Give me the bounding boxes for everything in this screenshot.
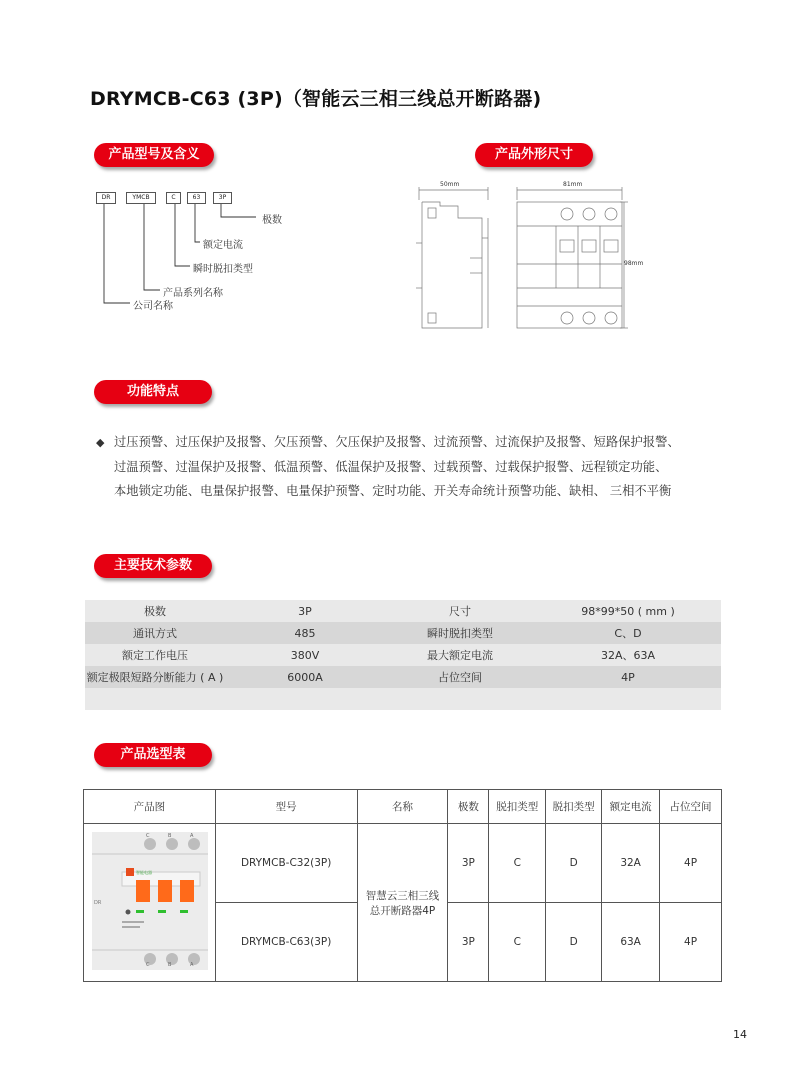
dimension-drawing xyxy=(410,178,644,333)
code-label-poles: 极数 xyxy=(262,215,282,226)
trip2-cell: D xyxy=(546,903,602,982)
feature-line: 过温预警、过温保护及报警、低温预警、低温保护及报警、过载预警、过载保护报警、远程锁定功能、 xyxy=(114,460,668,474)
model-cell: DRYMCB-C63(3P) xyxy=(215,903,357,982)
header-cell: 占位空间 xyxy=(660,790,722,824)
code-label-series: 产品系列名称 xyxy=(163,288,223,299)
header-cell: 额定电流 xyxy=(602,790,660,824)
section-selection: 产品选型表 xyxy=(94,743,212,767)
code-label-company: 公司名称 xyxy=(133,301,173,312)
param-name: 额定极限短路分断能力 ( A ) xyxy=(85,666,225,688)
param-value: 3P xyxy=(225,600,385,622)
image-mark: C xyxy=(146,833,150,839)
param-name: 极数 xyxy=(85,600,225,622)
poles-cell: 3P xyxy=(448,824,489,903)
code-label-trip-type: 瞬时脱扣类型 xyxy=(193,264,253,275)
param-name: 占位空间 xyxy=(385,666,535,688)
name-cell xyxy=(357,824,448,982)
section-dimensions: 产品外形尺寸 xyxy=(475,143,593,167)
param-value: 98*99*50 ( mm ) xyxy=(535,600,721,622)
param-value: 6000A xyxy=(225,666,385,688)
param-value: C、D xyxy=(535,622,721,644)
param-value: 32A、63A xyxy=(535,644,721,666)
header-cell: 极数 xyxy=(448,790,489,824)
code-box-poles: 3P xyxy=(213,192,232,204)
page-number: 14 xyxy=(733,1028,747,1041)
header-cell: 脱扣类型 xyxy=(489,790,546,824)
current-cell: 32A xyxy=(602,824,660,903)
trip1-cell: C xyxy=(489,824,546,903)
table-row xyxy=(85,666,721,688)
image-side-label: DR xyxy=(94,900,102,906)
product-image xyxy=(92,832,208,970)
trip2-cell: D xyxy=(546,824,602,903)
poles-cell: 3P xyxy=(448,903,489,982)
param-name: 瞬时脱扣类型 xyxy=(385,622,535,644)
feature-line-text: 过压预警、过压保护及报警、欠压预警、欠压保护及报警、过流预警、过流保护及报警、短路保护报警、 xyxy=(114,435,680,449)
code-box-current: 63 xyxy=(187,192,206,204)
dim-label-height: 98mm xyxy=(624,260,644,267)
bullet-diamond-icon: ◆ xyxy=(96,436,105,449)
current-cell: 63A xyxy=(602,903,660,982)
table-header-row xyxy=(84,790,722,824)
space-cell: 4P xyxy=(660,824,722,903)
product-image-cell xyxy=(84,824,216,982)
param-name: 最大额定电流 xyxy=(385,644,535,666)
breaker-illustration xyxy=(92,832,208,970)
header-cell: 脱扣类型 xyxy=(546,790,602,824)
param-value: 380V xyxy=(225,644,385,666)
image-mark: A xyxy=(190,962,194,968)
table-row xyxy=(85,600,721,622)
image-mark: C xyxy=(146,962,150,968)
image-brand: 智能电器 xyxy=(136,870,152,875)
dim-label-side-width: 50mm xyxy=(440,181,460,188)
code-box-trip-type: C xyxy=(166,192,181,204)
name-line: 总开断路器4P xyxy=(369,904,436,917)
trip1-cell: C xyxy=(489,903,546,982)
space-cell: 4P xyxy=(660,903,722,982)
param-value: 4P xyxy=(535,666,721,688)
table-row xyxy=(85,644,721,666)
tech-params-table xyxy=(85,600,721,710)
feature-line: 本地锁定功能、电量保护报警、电量保护预警、定时功能、开关寿命统计预警功能、缺相、 三相不平衡 xyxy=(114,484,672,498)
param-name: 额定工作电压 xyxy=(85,644,225,666)
header-cell: 产品图 xyxy=(84,790,216,824)
table-row xyxy=(85,622,721,644)
code-box-series: YMCB xyxy=(126,192,156,204)
features-text xyxy=(96,430,736,503)
table-row-empty xyxy=(85,688,721,710)
page-title: DRYMCB-C63 (3P)（智能云三相三线总开断路器) xyxy=(90,88,542,110)
param-name: 尺寸 xyxy=(385,600,535,622)
image-mark: B xyxy=(168,962,172,968)
table-row xyxy=(84,824,722,903)
image-mark: B xyxy=(168,833,172,839)
header-cell: 型号 xyxy=(215,790,357,824)
model-cell: DRYMCB-C32(3P) xyxy=(215,824,357,903)
name-line: 智慧云三相三线 xyxy=(365,889,440,902)
feature-line xyxy=(96,430,736,455)
selection-table xyxy=(83,789,722,982)
code-label-current: 额定电流 xyxy=(203,240,243,251)
dimension-outline xyxy=(410,178,635,333)
code-box-company: DR xyxy=(96,192,116,204)
section-features: 功能特点 xyxy=(94,380,212,404)
param-value: 485 xyxy=(225,622,385,644)
header-cell: 名称 xyxy=(357,790,448,824)
param-name: 通讯方式 xyxy=(85,622,225,644)
dim-label-front-width: 81mm xyxy=(563,181,583,188)
section-tech-params: 主要技术参数 xyxy=(94,554,212,578)
section-model-meaning: 产品型号及含义 xyxy=(94,143,214,167)
image-mark: A xyxy=(190,833,194,839)
